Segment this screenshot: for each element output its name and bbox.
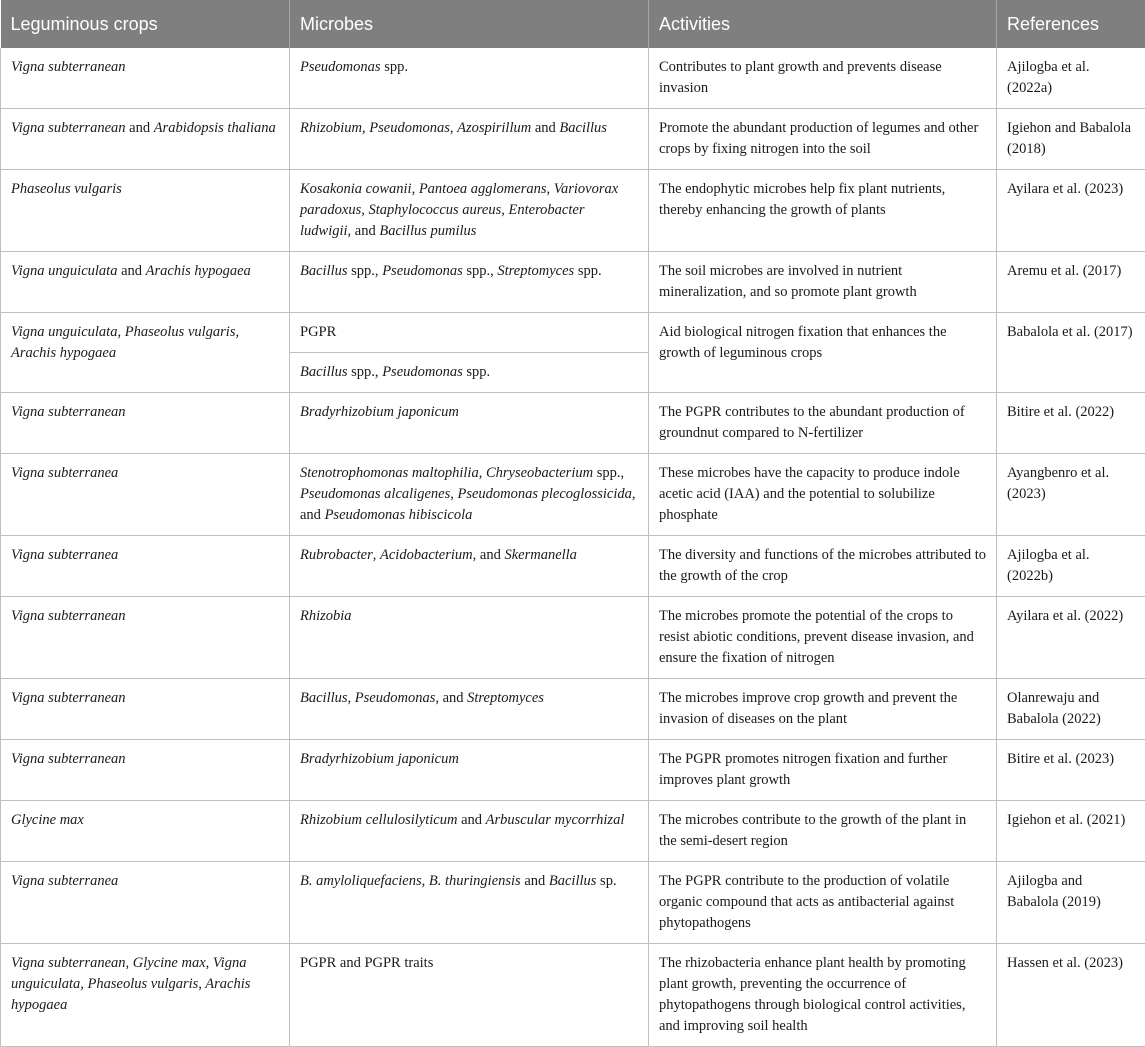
text-run: Pseudomonas xyxy=(355,690,436,706)
text-run: spp., xyxy=(463,263,498,279)
cell-activity: Promote the abundant production of legumes and other crops by fixing nitrogen into the soil xyxy=(649,109,997,170)
text-run: Vigna subterranean, Glycine max, Vigna unguiculata, Phaseolus vulgaris, Arachis hypogaea xyxy=(11,955,250,1013)
table-body xyxy=(1,48,1145,1047)
cell-reference: Ajilogba et al. (2022b) xyxy=(997,536,1145,597)
cell-microbes xyxy=(290,536,649,597)
text-run: Bradyrhizobium japonicum xyxy=(300,404,459,420)
cell-microbes xyxy=(290,740,649,801)
text-run: Arabidopsis thaliana xyxy=(154,120,276,136)
cell-activity: The microbes improve crop growth and prevent the invasion of diseases on the plant xyxy=(649,679,997,740)
cell-microbes xyxy=(290,944,649,1047)
text-run: , and xyxy=(473,547,505,563)
cell-reference: Ayilara et al. (2022) xyxy=(997,597,1145,679)
cell-activity: Aid biological nitrogen fixation that enhances the growth of leguminous crops xyxy=(649,313,997,393)
text-run: spp., xyxy=(348,263,383,279)
cell-microbes xyxy=(290,393,649,454)
text-run: Vigna subterranean xyxy=(11,608,126,624)
text-run: Rhizobia xyxy=(300,608,352,624)
text-run: Pseudomonas xyxy=(369,120,450,136)
text-run: PGPR and PGPR traits xyxy=(300,955,433,971)
text-run: Pseudomonas hibiscicola xyxy=(325,507,473,523)
cell-leguminous-crop xyxy=(1,801,290,862)
header-references: References xyxy=(997,0,1145,48)
cell-activity: The endophytic microbes help fix plant nutrients, thereby enhancing the growth of plants xyxy=(649,170,997,252)
cell-leguminous-crop xyxy=(1,454,290,536)
text-run: , and xyxy=(435,690,467,706)
text-run: Enterobacter ludwigii xyxy=(300,202,584,239)
cell-microbes xyxy=(290,801,649,862)
cell-reference: Aremu et al. (2017) xyxy=(997,252,1145,313)
table-row xyxy=(1,252,1145,313)
cell-reference: Hassen et al. (2023) xyxy=(997,944,1145,1047)
cell-leguminous-crop xyxy=(1,536,290,597)
header-microbes: Microbes xyxy=(290,0,649,48)
cell-leguminous-crop xyxy=(1,597,290,679)
text-run: , xyxy=(412,181,419,197)
text-run: Rubrobacter xyxy=(300,547,373,563)
text-run: Vigna unguiculata, Phaseolus vulgaris, Arachis hypogaea xyxy=(11,324,239,361)
text-run: Acidobacterium xyxy=(380,547,473,563)
cell-activity: The diversity and functions of the microbes attributed to the growth of the crop xyxy=(649,536,997,597)
text-run: , xyxy=(361,202,368,218)
cell-leguminous-crop xyxy=(1,313,290,393)
cell-microbes xyxy=(290,252,649,313)
text-run: Staphylococcus aureus xyxy=(368,202,501,218)
cell-leguminous-crop xyxy=(1,170,290,252)
text-run: spp. xyxy=(381,59,408,75)
text-run: Bacillus xyxy=(300,263,348,279)
cell-leguminous-crop xyxy=(1,109,290,170)
text-run: Vigna unguiculata xyxy=(11,263,117,279)
cell-leguminous-crop xyxy=(1,862,290,944)
text-run: Arachis hypogaea xyxy=(146,263,251,279)
text-run: B. amyloliquefaciens xyxy=(300,873,422,889)
text-run: Phaseolus vulgaris xyxy=(11,181,122,197)
table-row xyxy=(1,393,1145,454)
cell-reference: Olanrewaju and Babalola (2022) xyxy=(997,679,1145,740)
text-run: Vigna subterranea xyxy=(11,465,118,481)
cell-microbes xyxy=(290,454,649,536)
text-run: Pseudomonas xyxy=(382,263,463,279)
cell-microbes xyxy=(290,170,649,252)
cell-leguminous-crop xyxy=(1,252,290,313)
cell-activity: These microbes have the capacity to produce indole acetic acid (IAA) and the potential to solubilize phosphate xyxy=(649,454,997,536)
cell-microbes xyxy=(290,313,649,353)
table-row xyxy=(1,679,1145,740)
text-run: Glycine max xyxy=(11,812,84,828)
table-row xyxy=(1,597,1145,679)
text-run: Arbuscular mycorrhizal xyxy=(486,812,625,828)
text-run: Pseudomonas alcaligenes xyxy=(300,486,450,502)
text-run: Pseudomonas xyxy=(382,364,463,380)
text-run: Rhizobium cellulosilyticum xyxy=(300,812,457,828)
cell-leguminous-crop xyxy=(1,393,290,454)
cell-reference: Bitire et al. (2023) xyxy=(997,740,1145,801)
cell-reference: Ayilara et al. (2023) xyxy=(997,170,1145,252)
table-row xyxy=(1,170,1145,252)
text-run: , xyxy=(501,202,508,218)
text-run: and xyxy=(531,120,559,136)
cell-activity: The PGPR contributes to the abundant production of groundnut compared to N-fertilizer xyxy=(649,393,997,454)
text-run: , and xyxy=(300,486,635,523)
text-run: Stenotrophomonas maltophilia xyxy=(300,465,479,481)
text-run: , xyxy=(479,465,486,481)
table-row xyxy=(1,313,1145,353)
text-run: Pseudomonas plecoglossicida xyxy=(457,486,631,502)
text-run: , xyxy=(373,547,380,563)
text-run: Bacillus xyxy=(300,690,348,706)
cell-microbes xyxy=(290,109,649,170)
text-run: Bradyrhizobium japonicum xyxy=(300,751,459,767)
text-run: spp. xyxy=(574,263,601,279)
header-activities: Activities xyxy=(649,0,997,48)
text-run: Bacillus xyxy=(300,364,348,380)
text-run: Vigna subterranea xyxy=(11,547,118,563)
text-run: Chryseobacterium xyxy=(486,465,593,481)
text-run: Azospirillum xyxy=(457,120,531,136)
text-run: and xyxy=(457,812,485,828)
table-row xyxy=(1,454,1145,536)
header-row xyxy=(1,0,1145,48)
cell-reference: Babalola et al. (2017) xyxy=(997,313,1145,393)
text-run: Bacillus pumilus xyxy=(379,223,476,239)
cell-leguminous-crop xyxy=(1,679,290,740)
text-run: , and xyxy=(348,223,380,239)
cell-microbes xyxy=(290,597,649,679)
text-run: Streptomyces xyxy=(497,263,574,279)
text-run: B. thuringiensis xyxy=(429,873,521,889)
text-run: spp., xyxy=(593,465,624,481)
text-run: , xyxy=(450,120,457,136)
text-run: spp. xyxy=(463,364,490,380)
text-run: Skermanella xyxy=(504,547,576,563)
cell-reference: Bitire et al. (2022) xyxy=(997,393,1145,454)
cell-microbes xyxy=(290,679,649,740)
text-run: Vigna subterranean xyxy=(11,59,126,75)
text-run: Vigna subterranean xyxy=(11,120,126,136)
cell-activity: The microbes contribute to the growth of the plant in the semi-desert region xyxy=(649,801,997,862)
cell-microbes xyxy=(290,353,649,393)
cell-leguminous-crop xyxy=(1,48,290,109)
cell-activity: The microbes promote the potential of the crops to resist abiotic conditions, prevent disease invasion, and ensure the fixation of nitrogen xyxy=(649,597,997,679)
text-run: Vigna subterranea xyxy=(11,873,118,889)
text-run: Variovorax paradoxus xyxy=(300,181,618,218)
text-run: and xyxy=(521,873,549,889)
cell-reference: Igiehon and Babalola (2018) xyxy=(997,109,1145,170)
text-run: spp., xyxy=(348,364,383,380)
text-run: and xyxy=(117,263,145,279)
table-row xyxy=(1,536,1145,597)
table-row xyxy=(1,740,1145,801)
cell-reference: Ajilogba et al. (2022a) xyxy=(997,48,1145,109)
text-run: , xyxy=(422,873,429,889)
cell-activity: Contributes to plant growth and prevents disease invasion xyxy=(649,48,997,109)
table-row xyxy=(1,862,1145,944)
table-row xyxy=(1,48,1145,109)
cell-activity: The soil microbes are involved in nutrient mineralization, and so promote plant growth xyxy=(649,252,997,313)
text-run: Rhizobium xyxy=(300,120,362,136)
text-run: Bacillus xyxy=(549,873,597,889)
text-run: Vigna subterranean xyxy=(11,751,126,767)
cell-reference: Igiehon et al. (2021) xyxy=(997,801,1145,862)
text-run: Pseudomonas xyxy=(300,59,381,75)
table-row xyxy=(1,801,1145,862)
text-run: Streptomyces xyxy=(467,690,544,706)
text-run: Vigna subterranean xyxy=(11,690,126,706)
cell-reference: Ajilogba and Babalola (2019) xyxy=(997,862,1145,944)
text-run: PGPR xyxy=(300,324,336,340)
text-run: Pantoea agglomerans xyxy=(419,181,547,197)
cell-reference: Ayangbenro et al. (2023) xyxy=(997,454,1145,536)
text-run: Kosakonia cowanii xyxy=(300,181,412,197)
cell-activity: The PGPR promotes nitrogen fixation and further improves plant growth xyxy=(649,740,997,801)
text-run: Bacillus xyxy=(559,120,607,136)
cell-leguminous-crop xyxy=(1,944,290,1047)
cell-microbes xyxy=(290,862,649,944)
text-run: , xyxy=(547,181,554,197)
text-run: and xyxy=(126,120,154,136)
text-run: , xyxy=(348,690,355,706)
cell-microbes xyxy=(290,48,649,109)
header-leguminous-crops: Leguminous crops xyxy=(1,0,290,48)
cell-activity: The rhizobacteria enhance plant health by promoting plant growth, preventing the occurrence of phytopathogens through biological control activities, and improving soil health xyxy=(649,944,997,1047)
text-run: , xyxy=(450,486,457,502)
text-run: , xyxy=(362,120,369,136)
cell-activity: The PGPR contribute to the production of volatile organic compound that acts as antibacterial against phytopathogens xyxy=(649,862,997,944)
text-run: sp. xyxy=(596,873,616,889)
text-run: Vigna subterranean xyxy=(11,404,126,420)
cell-leguminous-crop xyxy=(1,740,290,801)
table-row xyxy=(1,944,1145,1047)
table-row xyxy=(1,109,1145,170)
